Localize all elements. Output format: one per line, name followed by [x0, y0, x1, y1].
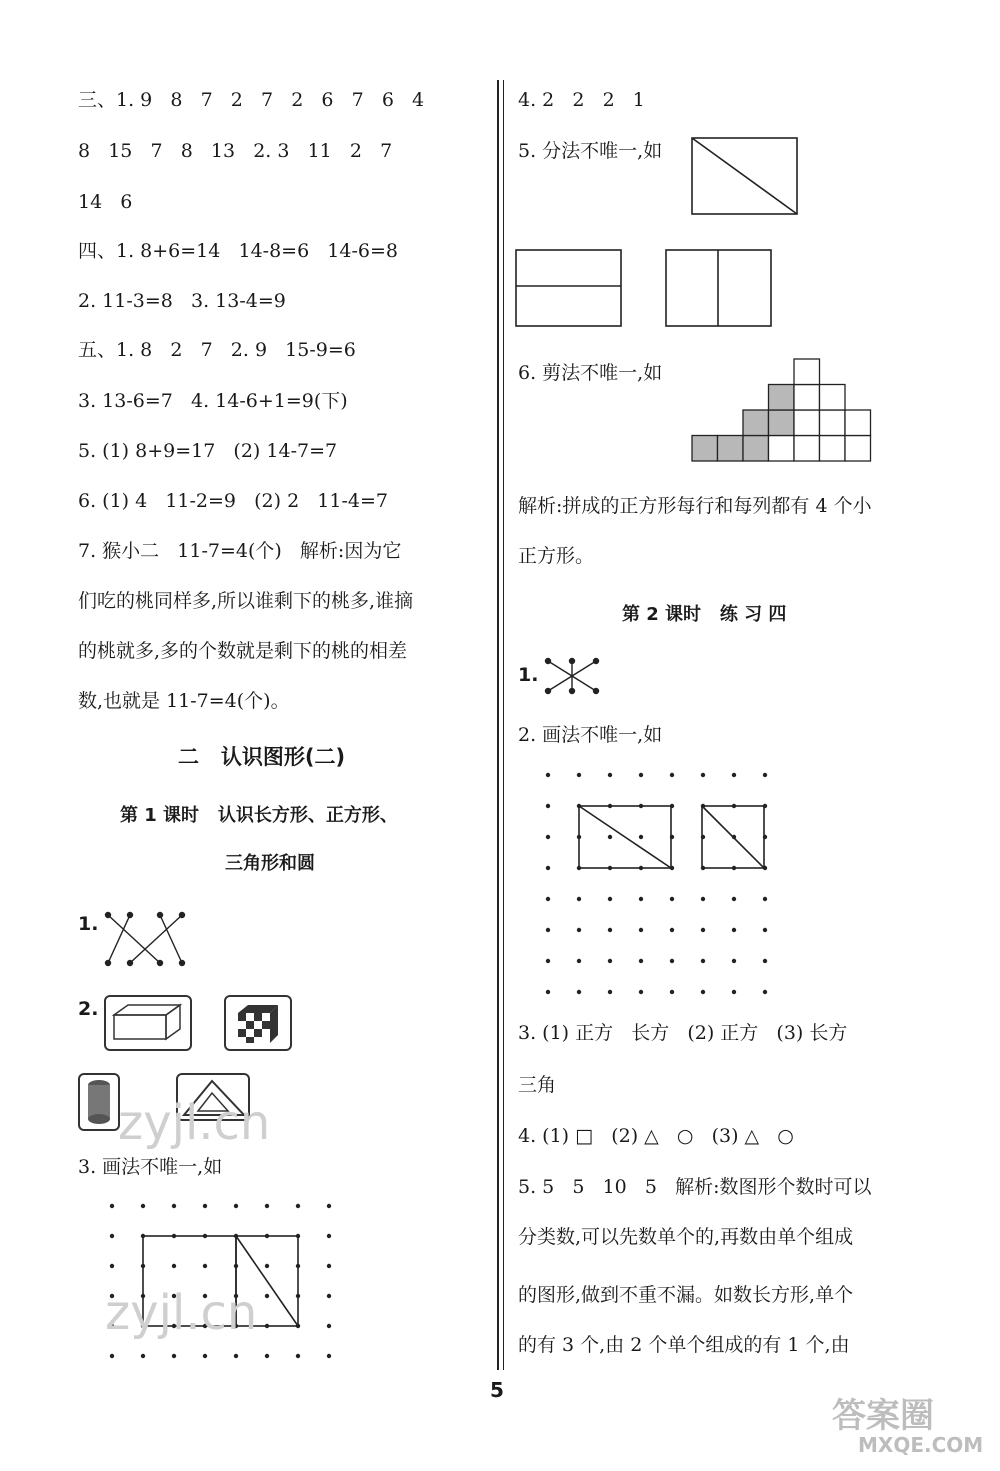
grid-dot [577, 928, 581, 932]
grid-dot [577, 990, 581, 994]
r-q5-line-2: 分类数,可以先数单个的,再数由单个组成 [518, 1226, 854, 1248]
staircase-cell [794, 410, 820, 436]
grid-dot [546, 928, 550, 932]
matching-lines-figure [100, 905, 190, 975]
rect-horizontal-split-figure [514, 248, 624, 328]
grid-dot [608, 835, 612, 839]
grid-dot [701, 773, 705, 777]
q2-label: 2. [78, 998, 99, 1020]
grid-dot [327, 1294, 331, 1298]
grid-dot [639, 928, 643, 932]
grid-dot [546, 990, 550, 994]
grid-dot [639, 990, 643, 994]
staircase-cell [820, 410, 846, 436]
r-q5-line-3: 的图形,做到不重不漏。如数长方形,单个 [518, 1284, 854, 1306]
r-analysis-1: 解析:拼成的正方形每行和每列都有 4 个小 [518, 495, 872, 517]
grid-dot [203, 1264, 207, 1268]
grid-dot [639, 959, 643, 963]
grid-dot [670, 990, 674, 994]
grid-dot [141, 1204, 145, 1208]
staircase-cell [845, 410, 871, 436]
grid-dot [327, 1234, 331, 1238]
s5-line-7: 的桃就多,多的个数就是剩下的桃的相差 [78, 640, 408, 662]
grid-dot [608, 990, 612, 994]
grid-dot [265, 1264, 269, 1268]
staircase-cell [718, 436, 744, 462]
staircase-cell [794, 359, 820, 385]
grid-dot [763, 897, 767, 901]
grid-dot [265, 1204, 269, 1208]
cube-picture [224, 995, 294, 1053]
grid-dot [639, 835, 643, 839]
s3-line-3: 14 6 [78, 191, 133, 213]
staircase-cell [794, 436, 820, 462]
grid-dot [732, 959, 736, 963]
grid-dot [296, 1354, 300, 1358]
grid-dot [670, 897, 674, 901]
grid-dot [763, 928, 767, 932]
grid-dot [763, 990, 767, 994]
grid-dot [141, 1354, 145, 1358]
grid-dot [172, 1354, 176, 1358]
r-q5: 5. 分法不唯一,如 [518, 140, 663, 162]
watermark-daanquan: 答案圈 [832, 1396, 934, 1436]
grid-dot [327, 1264, 331, 1268]
grid-dot [608, 897, 612, 901]
watermark-zyjl-1: zyjl.cn [118, 1095, 271, 1151]
grid-dot [732, 773, 736, 777]
grid-dot [763, 959, 767, 963]
staircase-cut-figure [690, 355, 875, 465]
r-q1-label: 1. [518, 664, 539, 686]
grid-dot [296, 1204, 300, 1208]
grid-dot [110, 1234, 114, 1238]
grid-dot [577, 959, 581, 963]
grid-dot [327, 1354, 331, 1358]
staircase-cell [743, 410, 769, 436]
grid-dot [110, 1264, 114, 1268]
lesson2-title: 第 2 课时 练 习 四 [622, 604, 787, 625]
grid-dot [577, 773, 581, 777]
six-point-star-figure [540, 655, 605, 697]
grid-dot [234, 1354, 238, 1358]
grid-dot [608, 959, 612, 963]
grid-dot [763, 773, 767, 777]
grid-dot [265, 1294, 269, 1298]
grid-dot [546, 866, 550, 870]
s5-line-5: 7. 猴小二 11-7=4(个) 解析:因为它 [78, 540, 402, 562]
grid-dot [110, 1204, 114, 1208]
staircase-cell [820, 385, 846, 411]
grid-dot [546, 959, 550, 963]
lesson1-title-cont: 三角形和圆 [225, 853, 315, 874]
grid-dot [639, 897, 643, 901]
staircase-cell [794, 385, 820, 411]
page-number: 5 [490, 1378, 504, 1402]
s5-line-4: 6. (1) 4 11-2=9 (2) 2 11-4=7 [78, 490, 388, 512]
grid-dot [732, 928, 736, 932]
grid-dot [265, 1354, 269, 1358]
s3-line-1: 三、1. 9 8 7 2 7 2 6 7 6 4 [78, 89, 425, 111]
grid-dot [546, 835, 550, 839]
grid-dot [546, 804, 550, 808]
grid-dot [608, 773, 612, 777]
r-q4-shapes: 4. (1) □ (2) △ ○ (3) △ ○ [518, 1125, 794, 1147]
grid-dot [577, 897, 581, 901]
grid-dot [639, 773, 643, 777]
cylinder-can-picture [78, 1073, 122, 1133]
grid-dot [608, 928, 612, 932]
grid-dot [234, 1204, 238, 1208]
s4-line-2: 2. 11-3=8 3. 13-4=9 [78, 290, 286, 312]
grid-dot [203, 1204, 207, 1208]
s5-line-6: 们吃的桃同样多,所以谁剩下的桃多,谁摘 [78, 590, 414, 612]
grid-dot [172, 1264, 176, 1268]
grid-dot [701, 990, 705, 994]
grid-dot [701, 959, 705, 963]
watermark-mxqe: MXQE.COM [858, 1433, 984, 1457]
s5-line-3: 5. (1) 8+9=17 (2) 14-7=7 [78, 440, 338, 462]
grid-dot [172, 1204, 176, 1208]
grid-dot [732, 990, 736, 994]
q3-text: 3. 画法不唯一,如 [78, 1156, 223, 1178]
s4-line-1: 四、1. 8+6=14 14-8=6 14-6=8 [78, 240, 398, 262]
cuboid-picture [104, 995, 194, 1053]
r-analysis-2: 正方形。 [518, 545, 595, 567]
lesson1-title: 第 1 课时 认识长方形、正方形、 [120, 805, 398, 826]
grid-dot [203, 1354, 207, 1358]
column-divider-inner [503, 80, 504, 1370]
grid-dot [670, 959, 674, 963]
r-q6: 6. 剪法不唯一,如 [518, 362, 663, 384]
r-q5-line-4: 的有 3 个,由 2 个单个组成的有 1 个,由 [518, 1334, 850, 1356]
rect-diagonal-split-figure [690, 136, 800, 216]
q1-label: 1. [78, 913, 99, 935]
r-q2: 2. 画法不唯一,如 [518, 724, 663, 746]
right-dot-grid-figure [535, 765, 795, 1000]
s5-line-1: 五、1. 8 2 7 2. 9 15-9=6 [78, 339, 356, 361]
s3-line-2: 8 15 7 8 13 2. 3 11 2 7 [78, 140, 393, 162]
s5-line-2: 3. 13-6=7 4. 14-6+1=9(下) [78, 390, 348, 412]
grid-dot [732, 897, 736, 901]
chapter-title: 二 认识图形(二) [178, 745, 346, 769]
grid-dot [546, 897, 550, 901]
grid-dot [701, 897, 705, 901]
left-dot-grid-figure [100, 1195, 340, 1370]
s5-line-8: 数,也就是 11-7=4(个)。 [78, 690, 290, 712]
staircase-cell [769, 436, 795, 462]
rect-vertical-split-figure [664, 248, 774, 328]
staircase-cell [769, 410, 795, 436]
staircase-cell [845, 436, 871, 462]
staircase-cell [820, 436, 846, 462]
grid-dot [327, 1324, 331, 1328]
grid-dot [670, 928, 674, 932]
r-q3-line-1: 3. (1) 正方 长方 (2) 正方 (3) 长方 [518, 1022, 848, 1044]
column-divider [497, 80, 499, 1370]
watermark-zyjl-2: zyjl.cn [105, 1285, 258, 1341]
grid-dot [327, 1204, 331, 1208]
r-q3-line-2: 三角 [518, 1074, 557, 1096]
grid-dot [670, 773, 674, 777]
grid-dot [110, 1354, 114, 1358]
staircase-cell [743, 436, 769, 462]
grid-dot [546, 773, 550, 777]
r-q5-line-1: 5. 5 5 10 5 解析:数图形个数时可以 [518, 1176, 872, 1198]
grid-dot [701, 928, 705, 932]
staircase-cell [769, 385, 795, 411]
staircase-cell [692, 436, 718, 462]
r-q4: 4. 2 2 2 1 [518, 89, 645, 111]
